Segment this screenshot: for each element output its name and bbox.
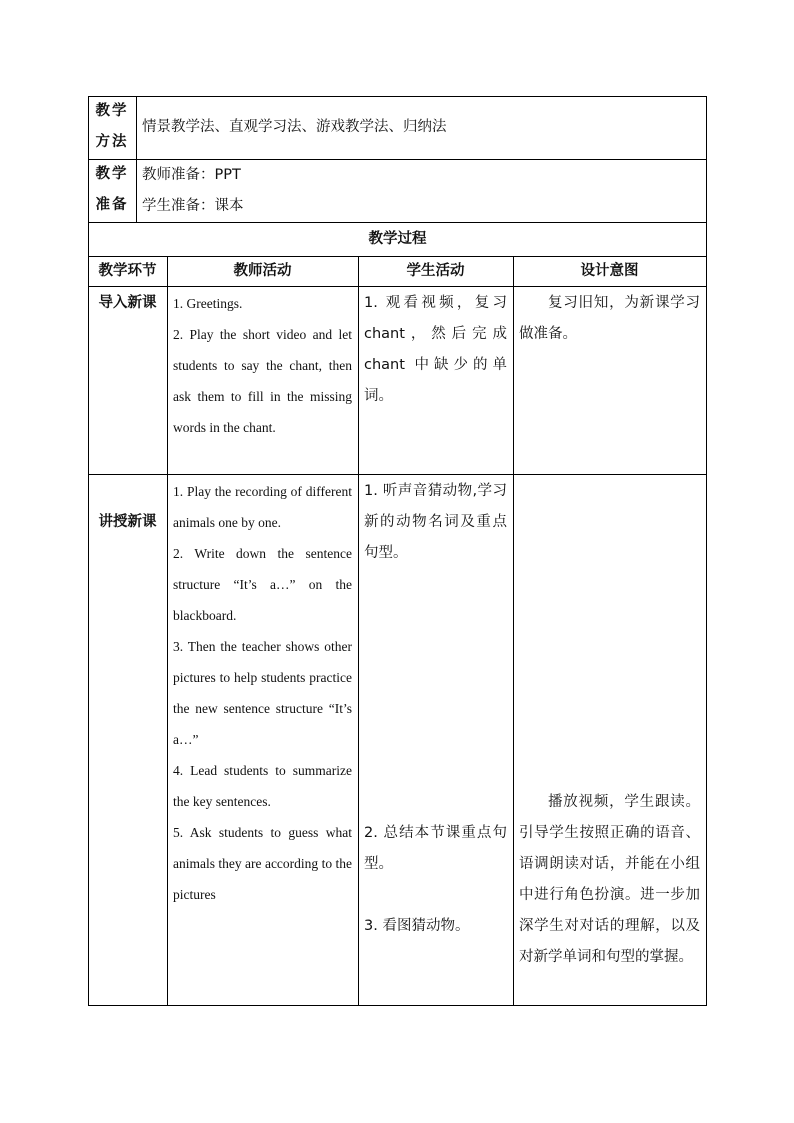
student-activity-new-lesson-1: 1. 听声音猜动物,学习新的动物名词及重点句型。 <box>364 483 507 561</box>
methods-label: 教学方法 <box>95 103 129 150</box>
student-activity-new-lesson-3: 3. 看图猜动物。 <box>364 918 470 934</box>
preparation-teacher: 教师准备：PPT <box>142 167 241 183</box>
teacher-activity-intro: 1. Greetings. 2. Play the short video and let students to say the chant, then ask them to fill in the missing words in the chant. <box>173 296 352 435</box>
preparation-student: 学生准备：课本 <box>142 198 244 214</box>
table-border <box>88 474 707 475</box>
process-title: 教学过程 <box>368 231 427 247</box>
design-intent-intro: 复习旧知，为新课学习做准备。 <box>519 295 700 342</box>
table-border <box>88 1005 707 1006</box>
methods-value: 情景教学法、直观学习法、游戏教学法、归纳法 <box>142 119 447 135</box>
header-student: 学生活动 <box>406 263 465 279</box>
stage-intro: 导入新课 <box>98 295 157 311</box>
header-stage: 教学环节 <box>98 263 157 279</box>
table-border <box>88 96 707 97</box>
table-border <box>88 286 707 287</box>
student-activity-intro: 1. 观看视频，复习chant，然后完成chant 中缺少的单词。 <box>364 295 507 404</box>
student-activity-new-lesson-2: 2. 总结本节课重点句型。 <box>364 825 507 872</box>
header-intent: 设计意图 <box>580 263 639 279</box>
preparation-label: 教学准备 <box>95 166 129 213</box>
design-intent-new-lesson: 播放视频，学生跟读。引导学生按照正确的语音、语调朗读对话，并能在小组中进行角色扮演。进一步加深学生对对话的理解，以及对新学单词和句型的掌握。 <box>519 794 700 965</box>
table-border <box>136 96 137 223</box>
stage-new-lesson: 讲授新课 <box>98 514 157 530</box>
header-teacher: 教师活动 <box>233 263 292 279</box>
teacher-activity-new-lesson: 1. Play the recording of different animals one by one. 2. Write down the sentence structure “It’s a…” on the blackboard. 3. Then the teacher shows other pictures to help students practice the new sentence structure “It’s a…” 4. Lead students to summarize the key sentences. 5. Ask students to guess what animals they are according to the pictures <box>173 484 352 902</box>
